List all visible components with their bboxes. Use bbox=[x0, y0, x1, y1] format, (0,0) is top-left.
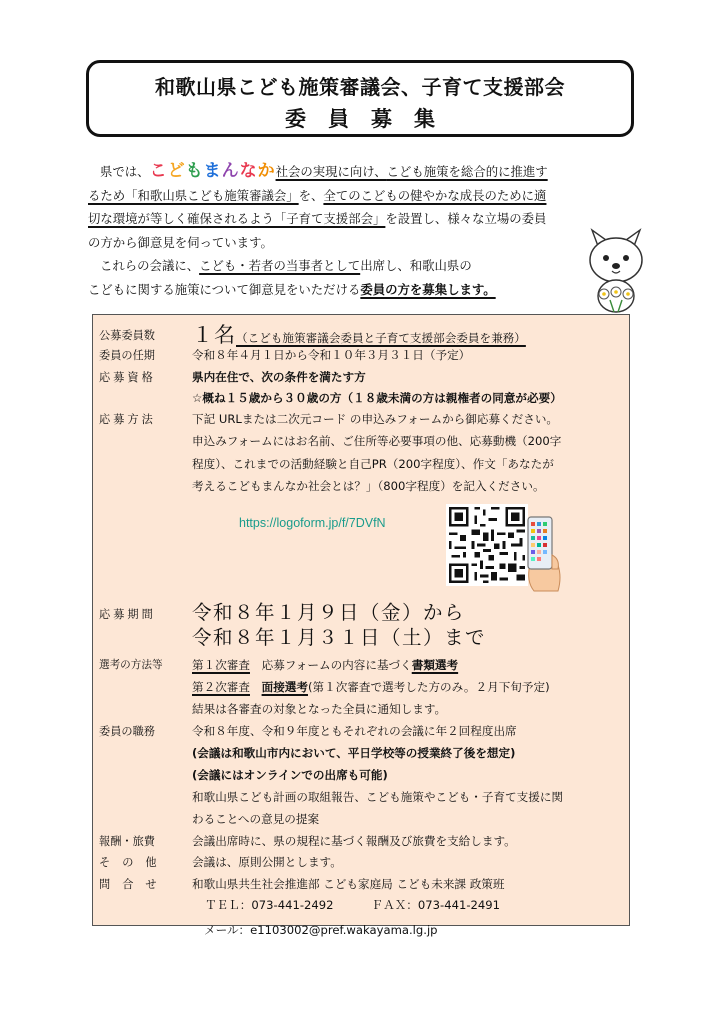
selection-2-desc: (第１次審査で選考した方のみ。２月下旬予定) bbox=[307, 680, 550, 694]
intro-text-14: 委員の方を募集します。 bbox=[360, 281, 496, 297]
info-panel bbox=[92, 314, 630, 926]
reward-label: 報酬・旅費 bbox=[99, 835, 155, 848]
qualification-label: 応募資格 bbox=[99, 371, 156, 384]
selection-2-method: 面接選考 bbox=[261, 680, 308, 694]
contact-dept: 和歌山県共生社会推進部 こども家庭局 こども未来課 政策班 bbox=[192, 877, 505, 891]
title-box bbox=[86, 60, 634, 137]
selection-1-title: 第１次審査 bbox=[192, 658, 250, 672]
contact-fax: ＦＡＸ：073-441-2491 bbox=[371, 898, 501, 912]
selection-2-title: 第２次審査 bbox=[192, 680, 250, 694]
qualification-1: 県内在住で、次の条件を満たす方 bbox=[192, 370, 366, 384]
method-1: 下記 URLまたは二次元コード の申込みフォームから御応募ください。 bbox=[192, 412, 559, 426]
selection-3: 結果は各審査の対象となった全員に通知します。 bbox=[192, 702, 447, 716]
count-note: （こども施策審議会委員と子育て支援部会委員を兼務） bbox=[236, 331, 526, 345]
intro-text-10: これらの会議に、 bbox=[100, 258, 200, 273]
period-label: 応募期間 bbox=[99, 608, 156, 621]
method-3: 程度）、これまでの活動経験と自己PR（200字程度）、作文「あなたが bbox=[192, 457, 554, 471]
intro-text-12: 出席し、和歌山県の bbox=[360, 258, 472, 273]
intro-text-11: こども・若者の当事者として bbox=[199, 258, 361, 273]
intro-text-4: るため「和歌山県こども施策審議会」 bbox=[88, 187, 299, 203]
method-4: 考えるこどもまんなか社会とは？」（800字程度）を記入ください。 bbox=[192, 479, 545, 493]
qr-code-icon[interactable] bbox=[446, 504, 528, 586]
intro-text-6: 全てのこどもの健やかな成長のために適 bbox=[323, 187, 547, 203]
smartphone-icon bbox=[524, 515, 564, 593]
qualification-2: ☆概ね１５歳から３０歳の方（１８歳未満の方は親権者の同意が必要） bbox=[192, 391, 562, 405]
count-label: 公募委員数 bbox=[99, 329, 155, 342]
mascot-illustration bbox=[584, 226, 648, 318]
duty-3: (会議にはオンラインでの出席も可能) bbox=[192, 768, 388, 782]
page-subtitle: 委員募集 bbox=[285, 107, 457, 131]
intro-text-13: こどもに関する施策について御意見をいただける bbox=[88, 281, 361, 297]
duty-2: (会議は和歌山市内において、平日学校等の授業終了後を想定) bbox=[192, 746, 516, 760]
count-value: １名 bbox=[192, 323, 236, 347]
selection-label: 選考の方法等 bbox=[99, 659, 163, 671]
selection-1-desc: 応募フォームの内容に基づく bbox=[261, 658, 412, 672]
intro-text-5: を、 bbox=[298, 187, 324, 203]
selection-1-method: 書類選考 bbox=[411, 658, 459, 672]
duty-1: 令和８年度、令和９年度ともそれぞれの会議に年２回程度出席 bbox=[192, 724, 517, 738]
other-value: 会議は、原則公開とします。 bbox=[192, 855, 342, 869]
page-title: 和歌山県こども施策審議会、子育て支援部会 bbox=[155, 75, 565, 99]
intro-text-1: 県では、 bbox=[100, 164, 150, 179]
duty-label: 委員の職務 bbox=[99, 725, 155, 738]
intro-text-7: 切な環境が等しく確保されるよう「子育て支援部会」 bbox=[88, 211, 386, 226]
reward-value: 会議出席時に、県の規程に基づく報酬及び旅費を支給します。 bbox=[192, 834, 516, 848]
period-2: 令和８年１月３１日（土）まで bbox=[192, 626, 487, 649]
method-2: 申込みフォームにはお名前、ご住所等必要事項の他、応募動機（200字 bbox=[192, 434, 562, 448]
kodomo-mannaka-logo-text: こどもまんなか bbox=[149, 161, 276, 181]
intro-text-2: 社会の実現に向け、 bbox=[275, 164, 387, 179]
application-form-link[interactable]: https://logoform.jp/f/7DVfN bbox=[239, 516, 386, 530]
method-label: 応募方法 bbox=[99, 413, 156, 426]
term-value: 令和８年４月１日から令和１０年３月３１日（予定） bbox=[192, 348, 471, 362]
contact-mail[interactable]: メール：e1103002@pref.wakayama.lg.jp bbox=[204, 923, 438, 937]
intro-text-9: の方から御意見を伺っています。 bbox=[88, 234, 273, 250]
intro-text-8: を設置し、様々な立場の委員 bbox=[385, 211, 547, 226]
contact-label: 問合せ bbox=[99, 878, 169, 891]
other-label: その他 bbox=[99, 856, 169, 869]
period-1: 令和８年１月９日（金）から bbox=[192, 601, 466, 624]
duty-4: 和歌山県こども計画の取組報告、こども施策やこども・子育て支援に関 bbox=[192, 790, 564, 804]
intro-text-3: こども施策を総合的に推進す bbox=[386, 164, 548, 179]
intro-text bbox=[88, 160, 648, 301]
term-label: 委員の任期 bbox=[99, 349, 155, 362]
duty-5: わることへの意見の提案 bbox=[192, 812, 320, 826]
contact-tel: ＴＥＬ：073-441-2492 bbox=[205, 898, 334, 912]
